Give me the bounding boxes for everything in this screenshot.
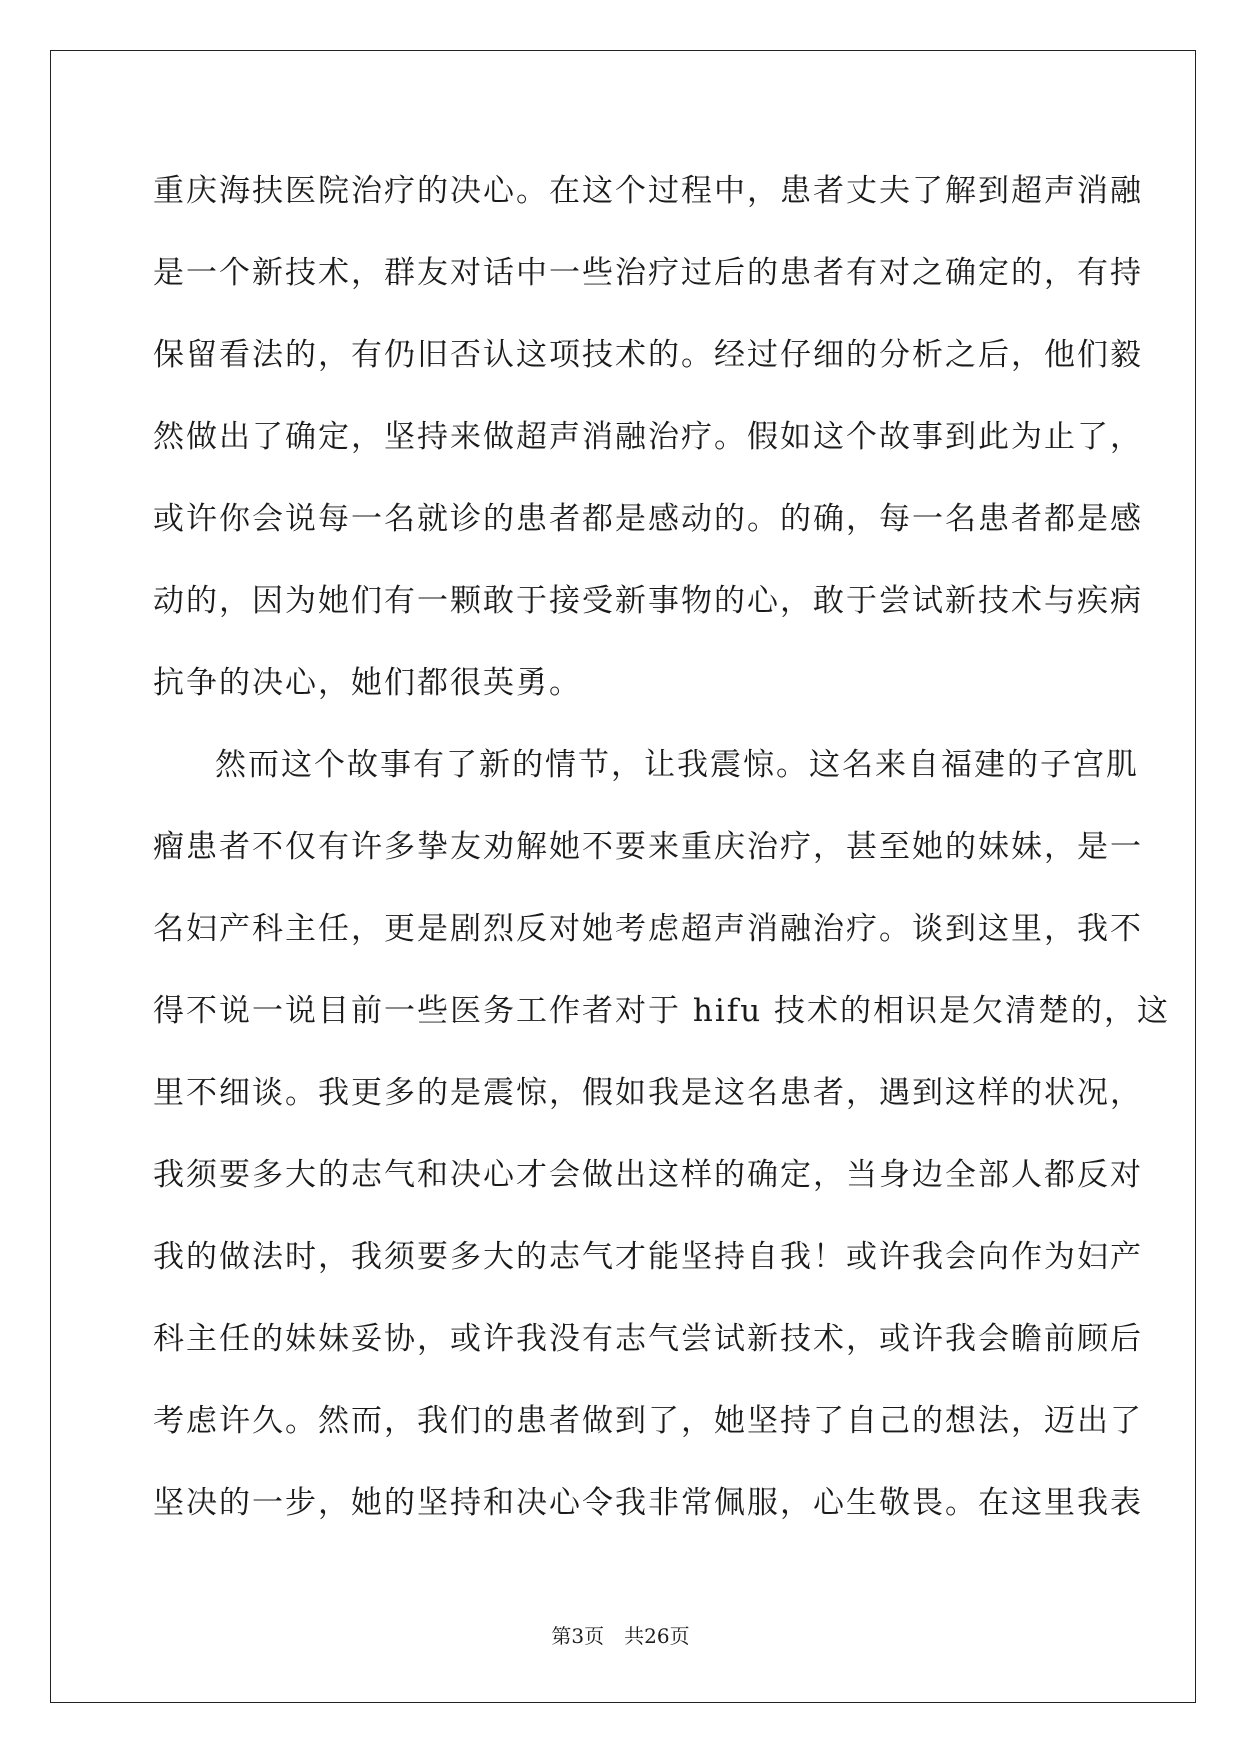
- page-number: 第3页: [551, 1624, 605, 1648]
- text-line: 我须要多大的志气和决心才会做出这样的确定，当身边全部人都反对: [153, 1157, 1143, 1193]
- text-line: 瘤患者不仅有许多挚友劝解她不要来重庆治疗，甚至她的妹妹，是一: [153, 829, 1143, 865]
- text-line: 抗争的决心，她们都很英勇。: [153, 665, 582, 701]
- text-line: 科主任的妹妹妥协，或许我没有志气尝试新技术，或许我会瞻前顾后: [153, 1321, 1143, 1357]
- text-line: 坚决的一步，她的坚持和决心令我非常佩服，心生敬畏。在这里我表: [153, 1485, 1143, 1521]
- text-line-paragraph-start: 然而这个故事有了新的情节，让我震惊。这名来自福建的子宫肌: [215, 747, 1139, 783]
- text-line: 得不说一说目前一些医务工作者对于 hifu 技术的相识是欠清楚的，这: [153, 993, 1171, 1029]
- text-line: 或许你会说每一名就诊的患者都是感动的。的确，每一名患者都是感: [153, 501, 1143, 537]
- text-line: 是一个新技术，群友对话中一些治疗过后的患者有对之确定的，有持: [153, 255, 1143, 291]
- text-line: 考虑许久。然而，我们的患者做到了，她坚持了自己的想法，迈出了: [153, 1403, 1143, 1439]
- page-footer: [0, 1622, 1241, 1650]
- text-line: 然做出了确定，坚持来做超声消融治疗。假如这个故事到此为止了，: [153, 419, 1143, 455]
- text-line: 保留看法的，有仍旧否认这项技术的。经过仔细的分析之后，他们毅: [153, 337, 1143, 373]
- document-body: [153, 158, 1171, 1552]
- total-pages: 共26页: [624, 1624, 690, 1648]
- text-line: 我的做法时，我须要多大的志气才能坚持自我！或许我会向作为妇产: [153, 1239, 1143, 1275]
- text-line: 名妇产科主任，更是剧烈反对她考虑超声消融治疗。谈到这里，我不: [153, 911, 1143, 947]
- text-line: 里不细谈。我更多的是震惊，假如我是这名患者，遇到这样的状况，: [153, 1075, 1143, 1111]
- text-line: 重庆海扶医院治疗的决心。在这个过程中，患者丈夫了解到超声消融: [153, 173, 1143, 209]
- text-line: 动的，因为她们有一颗敢于接受新事物的心，敢于尝试新技术与疾病: [153, 583, 1143, 619]
